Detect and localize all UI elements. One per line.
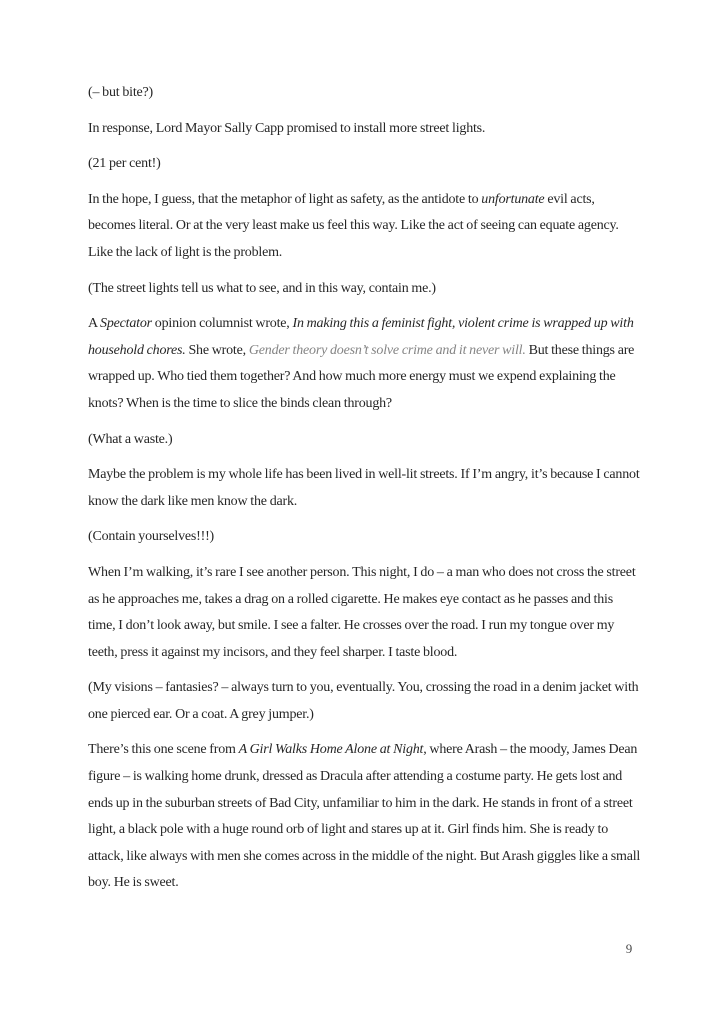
text-run: (– but bite?): [88, 85, 154, 100]
text-run: opinion columnist wrote,: [151, 316, 293, 332]
text-run: (The street lights tell us what to see, and in this way, contain me.): [88, 280, 436, 296]
italic-run: unfortunate: [481, 191, 545, 207]
paragraph: [88, 151, 641, 178]
paragraph: [88, 276, 641, 303]
text-run: In the hope, I guess, that the metaphor of light as safety, as the antidote to: [88, 191, 482, 207]
text-run: When I’m walking, it’s rare I see another person. This night, I do – a man who does not cross the street as he approaches me, takes a drag on a rolled cigarette. He makes eye contact as he passes and this time, I don’t look away, but smile. I see a falter. He crosses over the road. I run my tongue over my teeth, press it against my incisors, and they feel sharper. I taste blood.: [88, 564, 636, 660]
paragraph: [88, 116, 641, 143]
text-run: A: [88, 316, 101, 332]
paragraph: [88, 524, 641, 551]
italic-run: A Girl Walks Home Alone at Night: [238, 742, 424, 758]
paragraph: [88, 311, 641, 417]
text-run: evil acts, becomes literal. Or at the very least make us feel this way. Like the act of seeing can equate agency. Like the lack of light is the problem.: [88, 191, 619, 260]
italic-run: Spectator: [100, 316, 152, 332]
text-run: , where Arash – the moody, James Dean figure – is walking home drunk, dressed as Dracula after attending a costume party. He gets lost and ends up in the suburban streets of Bad City, unfamiliar to him in the dark. He stands in front of a street light, a black pole with a huge round orb of light and stares up at it. Girl finds him. She is ready to attack, like always with men she comes across in the middle of the night. But Arash giggles like a small boy. He is sweet.: [88, 742, 641, 891]
text-run: There’s this one scene from: [88, 742, 239, 758]
paragraph: [88, 187, 641, 267]
quoted-phrase: Gender theory doesn’t solve crime and it never will.: [248, 342, 526, 358]
text-run: (My visions – fantasies? – always turn to you, eventually. You, crossing the road in a denim jacket with one pierced ear. Or a coat. A grey jumper.): [88, 680, 639, 722]
italic-run: In making this a feminist fight, violent crime is wrapped up with household chores.: [88, 316, 634, 358]
text-run: But these things are wrapped up. Who tied them together? And how much more energy must we expend explaining the knots? When is the time to slice the binds clean through?: [88, 342, 635, 411]
text-run: (Contain yourselves!!!): [88, 529, 215, 545]
paragraph: [88, 80, 641, 107]
page-text: [88, 80, 641, 906]
paragraph: [88, 427, 641, 454]
page-number: 9: [625, 941, 633, 956]
text-run: She wrote,: [185, 342, 249, 358]
paragraph: [88, 560, 641, 666]
text-run: (What a waste.): [88, 431, 173, 447]
paragraph: [88, 675, 641, 728]
text-run: (21 per cent!): [88, 156, 161, 172]
text-run: Maybe the problem is my whole life has been lived in well-lit streets. If I’m angry, it’s because I cannot know the dark like men know the dark.: [88, 467, 640, 509]
paragraph: [88, 737, 641, 897]
text-run: In response, Lord Mayor Sally Capp promised to install more street lights.: [88, 120, 486, 136]
paragraph: [88, 462, 641, 515]
